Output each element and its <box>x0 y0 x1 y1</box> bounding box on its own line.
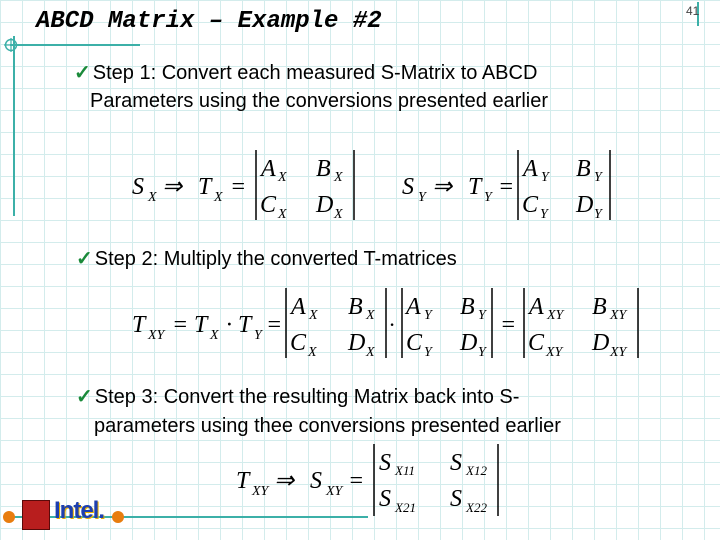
svg-text:Y: Y <box>424 345 432 360</box>
crosshair-icon <box>4 38 18 52</box>
check-icon: ✓ <box>76 248 93 270</box>
svg-text:A: A <box>291 294 306 320</box>
svg-text:Y: Y <box>418 190 426 205</box>
svg-text:A: A <box>523 156 538 182</box>
equation-txy-to-sxy <box>234 442 510 520</box>
svg-text:S: S <box>402 174 414 200</box>
svg-text:T: T <box>194 312 208 338</box>
svg-text:C: C <box>290 330 307 356</box>
svg-text:X: X <box>334 170 343 185</box>
svg-text:X: X <box>308 345 317 360</box>
svg-text:Y: Y <box>254 328 262 343</box>
step1-line1: Step 1: Convert each measured S-Matrix to ABCD <box>92 62 538 84</box>
svg-text:T: T <box>238 312 252 338</box>
svg-text:Y: Y <box>594 207 602 222</box>
step1-text <box>74 60 537 87</box>
footer-dot-left <box>3 511 15 523</box>
university-crest-icon <box>22 500 50 530</box>
svg-text:=: = <box>230 174 247 200</box>
equation-txy-product <box>130 286 646 362</box>
svg-text:Y: Y <box>484 190 492 205</box>
svg-text:X: X <box>278 170 287 185</box>
svg-text:S: S <box>379 486 391 512</box>
svg-text:Y: Y <box>594 170 602 185</box>
svg-text:Y: Y <box>424 308 432 323</box>
svg-text:Y: Y <box>478 308 486 323</box>
step3-text-cont: parameters using thee conversions presented earlier <box>94 415 561 437</box>
svg-text:⇒: ⇒ <box>432 174 453 200</box>
svg-text:=: = <box>500 312 517 338</box>
svg-text:S: S <box>450 450 462 476</box>
svg-text:=: = <box>266 312 283 338</box>
svg-text:X: X <box>366 345 375 360</box>
svg-text:B: B <box>348 294 363 320</box>
svg-text:T: T <box>236 468 250 494</box>
svg-text:A: A <box>529 294 544 320</box>
check-icon: ✓ <box>74 62 91 84</box>
svg-text:C: C <box>406 330 423 356</box>
svg-text:S: S <box>450 486 462 512</box>
svg-text:B: B <box>460 294 475 320</box>
check-icon: ✓ <box>76 386 93 408</box>
svg-text:C: C <box>522 192 539 218</box>
title-underline <box>10 44 140 46</box>
svg-text:·: · <box>226 312 232 338</box>
svg-text:XY: XY <box>252 484 269 499</box>
svg-text:=: = <box>172 312 189 338</box>
step3-text <box>76 384 519 411</box>
svg-text:XY: XY <box>610 308 627 323</box>
step1-text-cont: Parameters using the conversions presented earlier <box>90 90 549 112</box>
page-number: 41 <box>686 4 700 18</box>
svg-text:B: B <box>316 156 331 182</box>
svg-text:X: X <box>214 190 223 205</box>
footer-dot-right <box>112 511 124 523</box>
step2-text <box>76 246 457 273</box>
svg-text:Y: Y <box>478 345 486 360</box>
svg-text:X21: X21 <box>395 500 416 515</box>
svg-text:T: T <box>198 174 212 200</box>
svg-text:C: C <box>260 192 277 218</box>
svg-text:⇒: ⇒ <box>274 468 295 494</box>
svg-text:⇒: ⇒ <box>162 174 183 200</box>
svg-text:XY: XY <box>546 345 563 360</box>
svg-text:X11: X11 <box>395 463 415 478</box>
svg-text:Y: Y <box>540 207 548 222</box>
svg-text:T: T <box>132 312 146 338</box>
svg-text:X22: X22 <box>466 500 487 515</box>
slide-title: ABCD Matrix – Example #2 <box>36 8 382 35</box>
step3-line1: Step 3: Convert the resulting Matrix back into S- <box>94 386 520 408</box>
svg-text:S: S <box>310 468 322 494</box>
svg-text:X: X <box>148 190 157 205</box>
svg-text:XY: XY <box>326 484 343 499</box>
svg-text:X: X <box>334 207 343 222</box>
svg-text:·: · <box>389 312 395 337</box>
svg-text:B: B <box>576 156 591 182</box>
equation-sy-to-ty <box>400 148 620 224</box>
svg-text:T: T <box>468 174 482 200</box>
svg-text:C: C <box>528 330 545 356</box>
left-accent-line <box>13 36 15 216</box>
svg-text:X: X <box>366 308 375 323</box>
svg-text:X: X <box>309 308 318 323</box>
svg-text:B: B <box>592 294 607 320</box>
svg-text:S: S <box>379 450 391 476</box>
svg-text:S: S <box>132 174 144 200</box>
step2-line1: Step 2: Multiply the converted T-matrices <box>94 248 457 270</box>
svg-text:D: D <box>348 330 366 356</box>
svg-text:=: = <box>348 468 365 494</box>
svg-text:D: D <box>576 192 594 218</box>
svg-text:D: D <box>592 330 610 356</box>
svg-text:Y: Y <box>541 170 549 185</box>
svg-text:X12: X12 <box>466 463 487 478</box>
svg-text:A: A <box>261 156 276 182</box>
svg-text:D: D <box>316 192 334 218</box>
intel-logo: Intel. <box>54 497 105 524</box>
svg-text:D: D <box>460 330 478 356</box>
equation-sx-to-tx <box>130 148 370 224</box>
svg-text:A: A <box>406 294 421 320</box>
svg-text:X: X <box>278 207 287 222</box>
svg-text:XY: XY <box>610 345 627 360</box>
svg-text:XY: XY <box>148 328 165 343</box>
svg-text:X: X <box>210 328 219 343</box>
svg-text:=: = <box>498 174 515 200</box>
svg-text:XY: XY <box>547 308 564 323</box>
